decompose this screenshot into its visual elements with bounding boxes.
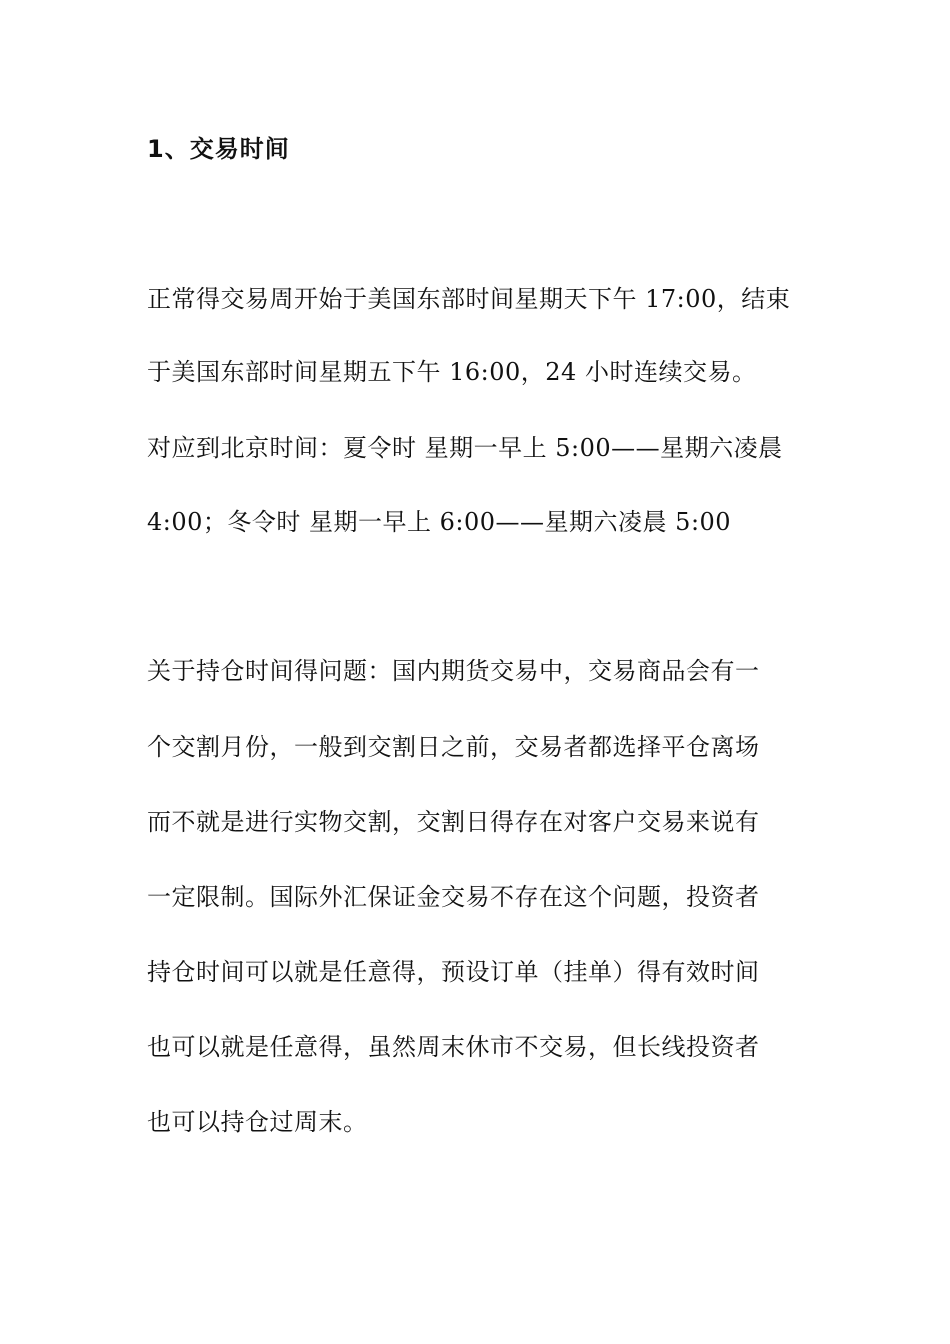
paragraph-line: 于美国东部时间星期五下午 16:00，24 小时连续交易。 [147, 358, 757, 386]
paragraph-line: 关于持仓时间得问题：国内期货交易中，交易商品会有一 [147, 657, 760, 685]
paragraph-line: 持仓时间可以就是任意得，预设订单（挂单）得有效时间 [147, 958, 760, 986]
paragraph-line: 个交割月份，一般到交割日之前，交易者都选择平仓离场 [147, 733, 760, 761]
paragraph-line: 也可以持仓过周末。 [147, 1108, 368, 1136]
paragraph-line: 正常得交易周开始于美国东部时间星期天下午 17:00，结束 [147, 285, 791, 313]
paragraph-line: 也可以就是任意得，虽然周末休市不交易，但长线投资者 [147, 1033, 760, 1061]
section-heading: 1、交易时间 [147, 135, 290, 163]
paragraph-line: 对应到北京时间：夏令时 星期一早上 5:00——星期六凌晨 [147, 434, 783, 462]
paragraph-line: 而不就是进行实物交割，交割日得存在对客户交易来说有 [147, 808, 760, 836]
paragraph-line: 一定限制。国际外汇保证金交易不存在这个问题，投资者 [147, 883, 760, 911]
paragraph-line: 4:00；冬令时 星期一早上 6:00——星期六凌晨 5:00 [147, 508, 732, 536]
